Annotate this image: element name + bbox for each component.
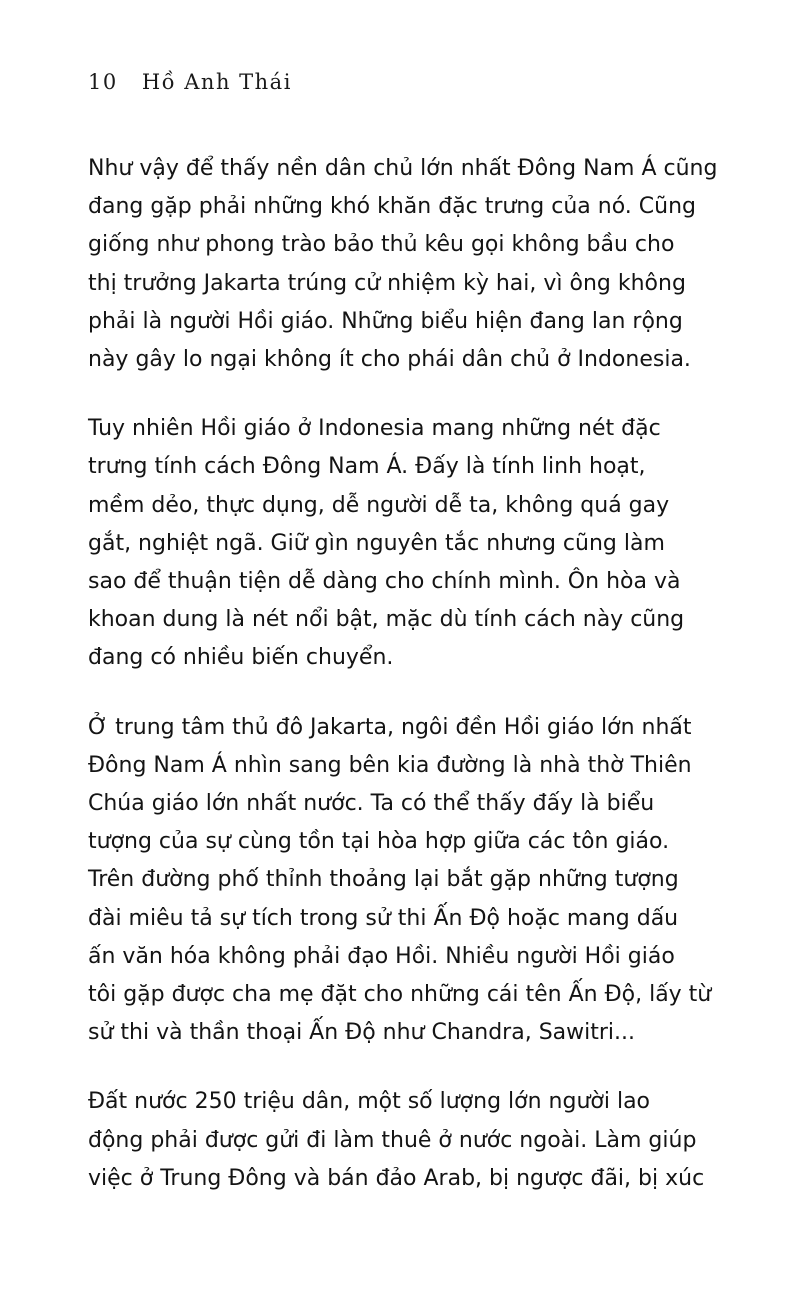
text-line: trưng tính cách Đông Nam Á. Đấy là tính linh hoạt, [88,454,646,480]
paragraph-3 [88,709,718,1053]
text-line: Trên đường phố thỉnh thoảng lại bắt gặp những tượng [88,867,679,893]
paragraph-1 [88,150,718,379]
text-line: đang có nhiều biến chuyển. [88,645,394,671]
page-number: 10 [88,70,118,94]
text-line: Ở trung tâm thủ đô Jakarta, ngôi đền Hồi giáo lớn nhất [88,714,692,740]
text-line: việc ở Trung Đông và bán đảo Arab, bị ngược đãi, bị xúc [88,1165,705,1191]
text-line: sử thi và thần thoại Ấn Độ như Chandra, Sawitri... [88,1020,636,1046]
text-line: Chúa giáo lớn nhất nước. Ta có thể thấy đấy là biểu [88,791,655,817]
running-header [88,70,292,94]
text-line: thị trưởng Jakarta trúng cử nhiệm kỳ hai, vì ông không [88,270,686,296]
text-line: Như vậy để thấy nền dân chủ lớn nhất Đông Nam Á cũng [88,156,718,181]
text-line: Đông Nam Á nhìn sang bên kia đường là nhà thờ Thiên [88,752,692,778]
paragraph-2 [88,410,718,677]
text-line: Tuy nhiên Hồi giáo ở Indonesia mang những nét đặc [88,416,661,442]
text-line: tượng của sự cùng tồn tại hòa hợp giữa các tôn giáo. [88,829,670,855]
text-line: động phải được gửi đi làm thuê ở nước ngoài. Làm giúp [88,1127,697,1153]
text-line: đài miêu tả sự tích trong sử thi Ấn Độ hoặc mang dấu [88,905,679,931]
body-text [88,150,718,1229]
text-line: tôi gặp được cha mẹ đặt cho những cái tên Ấn Độ, lấy từ [88,982,712,1008]
text-line: Đất nước 250 triệu dân, một số lượng lớn người lao [88,1089,651,1115]
text-line: mềm dẻo, thực dụng, dễ người dễ ta, không quá gay [88,492,670,518]
text-line: đang gặp phải những khó khăn đặc trưng của nó. Cũng [88,194,696,220]
text-line: phải là người Hồi giáo. Những biểu hiện đang lan rộng [88,308,683,334]
text-line: này gây lo ngại không ít cho phái dân chủ ở Indonesia. [88,347,691,373]
author-name: Hồ Anh Thái [141,70,292,94]
text-line: ấn văn hóa không phải đạo Hồi. Nhiều người Hồi giáo [88,943,675,969]
text-line: giống như phong trào bảo thủ kêu gọi không bầu cho [88,232,675,258]
text-line: sao để thuận tiện dễ dàng cho chính mình. Ôn hòa và [88,569,681,595]
text-line: khoan dung là nét nổi bật, mặc dù tính cách này cũng [88,607,685,633]
paragraph-4 [88,1083,718,1198]
text-line: gắt, nghiệt ngã. Giữ gìn nguyên tắc nhưng cũng làm [88,530,665,556]
